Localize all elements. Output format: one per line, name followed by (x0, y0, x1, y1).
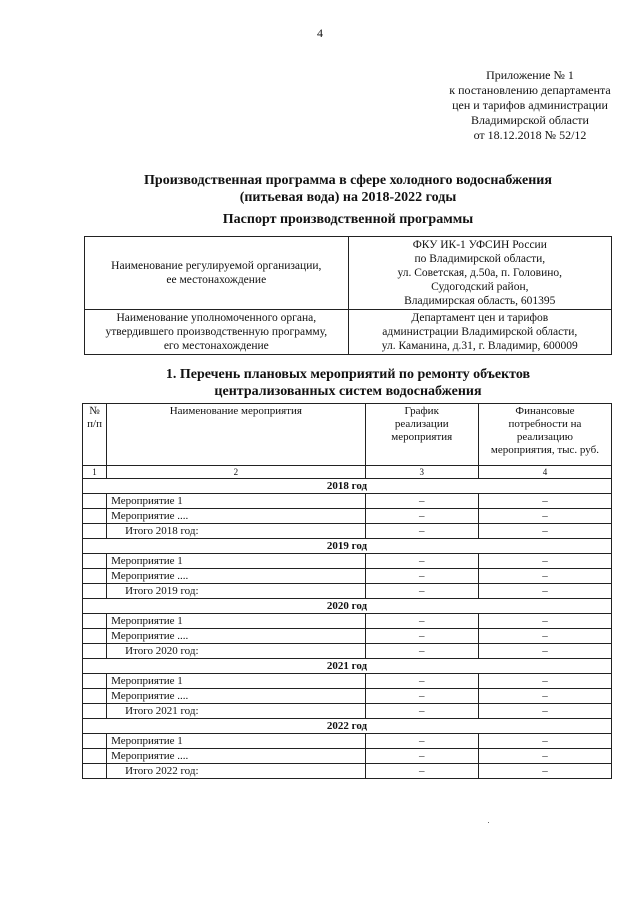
appendix-block (430, 68, 630, 143)
header-number (83, 404, 107, 466)
schedule-cell: – (365, 689, 478, 704)
row-number-cell (83, 629, 107, 644)
total-row (83, 764, 612, 779)
total-label: Итого 2019 год: (107, 584, 365, 599)
table-row (83, 509, 612, 524)
year-label: 2020 год (83, 599, 612, 614)
passport-value-line: по Владимирской области, (414, 253, 546, 265)
table-row (83, 749, 612, 764)
year-label: 2018 год (83, 479, 612, 494)
financial-cell: – (478, 764, 611, 779)
measure-name: Мероприятие 1 (107, 494, 365, 509)
appendix-line: Приложение № 1 (486, 68, 574, 82)
passport-row-authority (85, 310, 612, 355)
passport-value-cell (348, 237, 611, 310)
appendix-line: к постановлению департамента (449, 83, 611, 97)
header-financial-needs (478, 404, 611, 466)
schedule-cell: – (365, 509, 478, 524)
schedule-cell: – (365, 629, 478, 644)
year-label: 2021 год (83, 659, 612, 674)
row-number-cell (83, 554, 107, 569)
header-line: потребности на (508, 418, 582, 430)
row-number-cell (83, 569, 107, 584)
schedule-cell: – (365, 584, 478, 599)
passport-value-line: ФКУ ИК-1 УФСИН России (412, 239, 547, 251)
year-row (83, 659, 612, 674)
passport-value-line: Судогодский район, (431, 281, 529, 293)
row-number-cell (83, 584, 107, 599)
header-schedule (365, 404, 478, 466)
table-row (83, 569, 612, 584)
total-row (83, 704, 612, 719)
header-line: реализацию (516, 431, 573, 443)
year-label: 2022 год (83, 719, 612, 734)
total-row (83, 584, 612, 599)
table-row (83, 629, 612, 644)
appendix-line: Владимирской области (471, 113, 589, 127)
scan-speck (488, 822, 489, 823)
row-number-cell (83, 734, 107, 749)
passport-label-line: Наименование уполномоченного органа, (116, 312, 317, 324)
financial-cell: – (478, 644, 611, 659)
measure-name: Мероприятие .... (107, 509, 365, 524)
table-row (83, 689, 612, 704)
financial-cell: – (478, 584, 611, 599)
schedule-cell: – (365, 524, 478, 539)
measure-name: Мероприятие .... (107, 689, 365, 704)
passport-value-line: администрации Владимирской области, (382, 326, 578, 338)
row-number-cell (83, 524, 107, 539)
table-row (83, 614, 612, 629)
header-measure-name (107, 404, 365, 466)
total-label: Итого 2018 год: (107, 524, 365, 539)
page-number: 4 (317, 26, 323, 40)
passport-title: Паспорт производственной программы (222, 212, 474, 227)
financial-cell: – (478, 494, 611, 509)
column-number: 4 (478, 466, 611, 479)
financial-cell: – (478, 689, 611, 704)
total-label: Итого 2021 год: (107, 704, 365, 719)
header-line: мероприятия (391, 431, 453, 443)
measures-table (82, 403, 612, 779)
total-label: Итого 2022 год: (107, 764, 365, 779)
total-label: Итого 2020 год: (107, 644, 365, 659)
financial-cell: – (478, 569, 611, 584)
row-number-cell (83, 704, 107, 719)
header-line: Наименование мероприятия (169, 405, 302, 417)
section-title-line: 1. Перечень плановых мероприятий по ремонту объектов (165, 367, 531, 382)
schedule-cell: – (365, 764, 478, 779)
year-row (83, 539, 612, 554)
year-row (83, 719, 612, 734)
measure-name: Мероприятие .... (107, 749, 365, 764)
column-numbers-row (83, 466, 612, 479)
header-line: мероприятия, тыс. руб. (490, 444, 599, 456)
measure-name: Мероприятие 1 (107, 674, 365, 689)
measure-name: Мероприятие .... (107, 569, 365, 584)
passport-value-line: ул. Советская, д.50а, п. Головино, (397, 267, 563, 279)
measure-name: Мероприятие 1 (107, 734, 365, 749)
schedule-cell: – (365, 674, 478, 689)
schedule-cell: – (365, 614, 478, 629)
appendix-line: цен и тарифов администрации (452, 98, 608, 112)
passport-label-cell (85, 237, 349, 310)
schedule-cell: – (365, 569, 478, 584)
financial-cell: – (478, 674, 611, 689)
column-number: 1 (83, 466, 107, 479)
financial-cell: – (478, 749, 611, 764)
passport-row-organization (85, 237, 612, 310)
financial-cell: – (478, 734, 611, 749)
schedule-cell: – (365, 554, 478, 569)
row-number-cell (83, 494, 107, 509)
table-row (83, 554, 612, 569)
row-number-cell (83, 509, 107, 524)
financial-cell: – (478, 704, 611, 719)
column-number: 3 (365, 466, 478, 479)
passport-value-line: Владимирская область, 601395 (404, 295, 556, 307)
total-row (83, 644, 612, 659)
header-line: п/п (87, 418, 102, 430)
measure-name: Мероприятие .... (107, 629, 365, 644)
header-line: реализации (394, 418, 449, 430)
passport-label-cell (85, 310, 349, 355)
passport-table (84, 236, 612, 355)
schedule-cell: – (365, 494, 478, 509)
document-title-line: Производственная программа в сфере холодного водоснабжения (144, 173, 552, 188)
passport-label-line: утвердившего производственную программу, (105, 326, 328, 338)
row-number-cell (83, 614, 107, 629)
year-row (83, 479, 612, 494)
row-number-cell (83, 644, 107, 659)
document-title (100, 172, 596, 206)
passport-value-line: ул. Каманина, д.31, г. Владимир, 600009 (381, 340, 578, 352)
appendix-line: от 18.12.2018 № 52/12 (473, 128, 587, 142)
passport-label-line: Наименование регулируемой организации, (111, 260, 322, 272)
section-title (100, 366, 596, 400)
header-line: № (89, 405, 100, 417)
measures-table-body (83, 404, 612, 779)
schedule-cell: – (365, 749, 478, 764)
schedule-cell: – (365, 704, 478, 719)
section-title-line: централизованных систем водоснабжения (214, 384, 482, 399)
year-label: 2019 год (83, 539, 612, 554)
document-title-line: (питьевая вода) на 2018-2022 годы (239, 190, 457, 205)
measure-name: Мероприятие 1 (107, 554, 365, 569)
row-number-cell (83, 689, 107, 704)
financial-cell: – (478, 509, 611, 524)
row-number-cell (83, 674, 107, 689)
table-row (83, 674, 612, 689)
row-number-cell (83, 764, 107, 779)
passport-label-line: ее местонахождение (166, 274, 267, 286)
row-number-cell (83, 749, 107, 764)
schedule-cell: – (365, 644, 478, 659)
year-row (83, 599, 612, 614)
total-row (83, 524, 612, 539)
measure-name: Мероприятие 1 (107, 614, 365, 629)
passport-label-line: его местонахождение (163, 340, 269, 352)
table-header-row (83, 404, 612, 466)
schedule-cell: – (365, 734, 478, 749)
table-row (83, 734, 612, 749)
header-line: График (404, 405, 439, 417)
financial-cell: – (478, 554, 611, 569)
financial-cell: – (478, 524, 611, 539)
passport-value-cell (348, 310, 611, 355)
financial-cell: – (478, 614, 611, 629)
header-line: Финансовые (515, 405, 575, 417)
table-row (83, 494, 612, 509)
financial-cell: – (478, 629, 611, 644)
passport-value-line: Департамент цен и тарифов (411, 312, 549, 324)
column-number: 2 (107, 466, 365, 479)
